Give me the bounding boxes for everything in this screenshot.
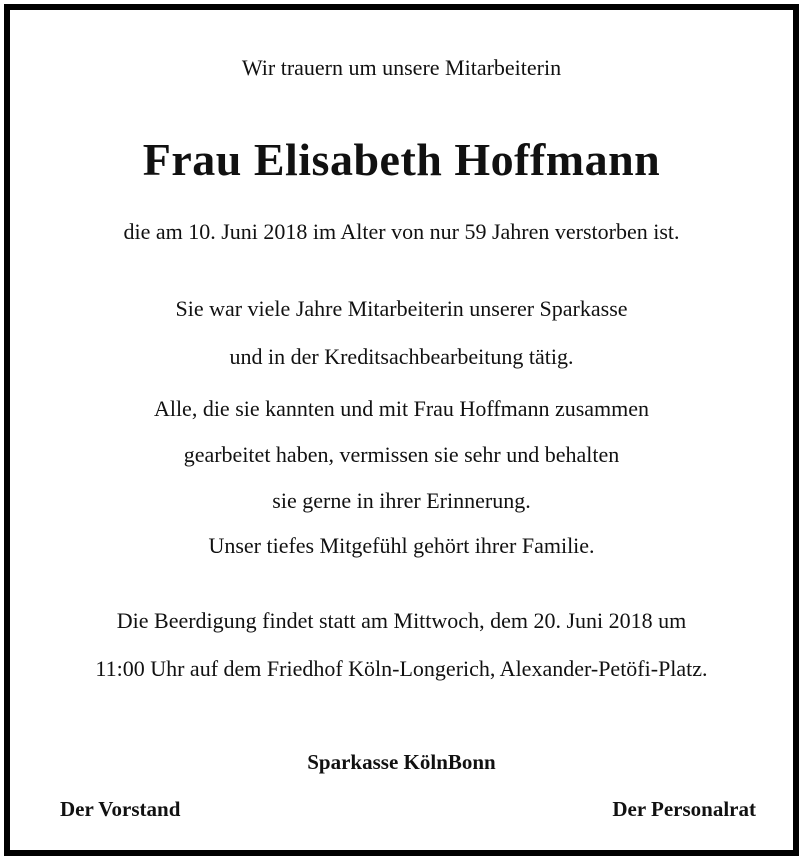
tribute-line: sie gerne in ihrer Erinnerung. bbox=[272, 488, 531, 513]
tribute-line: Alle, die sie kannten und mit Frau Hoffmann zusammen bbox=[153, 396, 650, 421]
condolence-line: Unser tiefes Mitgefühl gehört ihrer Familie. bbox=[208, 533, 595, 558]
death-date-line: die am 10. Juni 2018 im Alter von nur 59 Jahren verstorben ist. bbox=[123, 219, 680, 244]
organization-name: Sparkasse KölnBonn bbox=[307, 750, 496, 774]
deceased-name: Frau Elisabeth Hoffmann bbox=[142, 134, 661, 185]
funeral-info-line: 11:00 Uhr auf dem Friedhof Köln-Longerich, Alexander-Petöfi-Platz. bbox=[95, 656, 708, 681]
tribute-line: gearbeitet haben, vermissen sie sehr und behalten bbox=[183, 442, 620, 467]
signature-board: Der Vorstand bbox=[60, 797, 181, 821]
signature-staff-council: Der Personalrat bbox=[612, 797, 756, 821]
obituary-notice bbox=[4, 4, 799, 856]
intro-line: Wir trauern um unsere Mitarbeiterin bbox=[241, 55, 562, 80]
tenure-line: Sie war viele Jahre Mitarbeiterin unserer Sparkasse bbox=[175, 296, 628, 321]
funeral-info-line: Die Beerdigung findet statt am Mittwoch, dem 20. Juni 2018 um bbox=[116, 608, 687, 633]
department-line: und in der Kreditsachbearbeitung tätig. bbox=[229, 344, 574, 369]
